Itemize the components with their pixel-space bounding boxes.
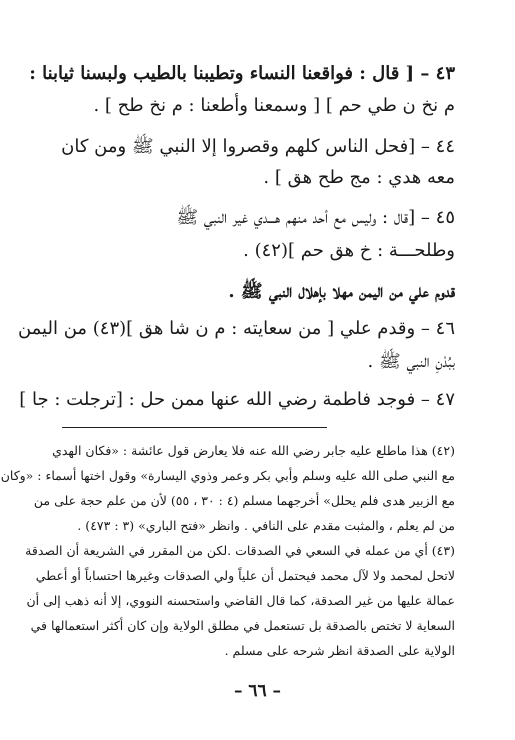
- page-number: – ٦٦ –: [233, 681, 282, 701]
- footnote-divider: [62, 427, 327, 428]
- footnote-line: مع النبي صلى الله عليه وسلم وأبي بكر وعمر وذوي اليسارة» وقول اختها أسماء : «وكان: [0, 468, 455, 483]
- text-line: معه هدي : مج طح هق ] .: [263, 167, 455, 188]
- footnote-line: مع الزبير هدى فلم يحلل» أخرجهما مسلم (٤ : ٣٠ ، ٥٥) لأن من علم حجة على من: [33, 493, 455, 508]
- footnote-line: لاتحل لمحمد ولا لآل محمد فيحتمل أن علياً ولي الصدقات وغيرها احتساباً أو أعطي: [35, 568, 455, 583]
- footnote-line: (٤٢) هذا ماطلع عليه جابر رضي الله عنه فلا يعارض قول عائشة : «فكان الهدي: [52, 443, 455, 458]
- footnote-line: عمالة عليها من غير الصدقة، كما قال القاضي واستحسنه النووي، إلا أنه ذهب إلى أن: [26, 593, 455, 608]
- text-line: وطلحـــة : خ هق حم ](٤٢) .: [243, 240, 455, 261]
- text-line: م نخ ن طي حم ] [ وسمعنا وأطعنا : م نخ طح ] .: [93, 95, 455, 116]
- text-line: ٤٥ – [قال : وليس مع أحد منهم هـــدي غير النبي ﷺ: [176, 207, 455, 228]
- footnote-line: الولاية على الصدقة انظر شرحه على مسلم .: [224, 643, 455, 658]
- text-line: ببُدْنِ النبي ﷺ .: [367, 351, 455, 372]
- footnote-line: السعاية لا تختص بالصدقة بل تستعمل في مطلق الولاية وإن كان أكثر استعمالها في: [30, 618, 455, 633]
- footnote-line: من لم يعلم ، والمثبت مقدم على النافي . وانظر «فتح الباري» (٣ : ٤٧٣) .: [77, 518, 455, 533]
- section-heading: قدوم علي من اليمن مهلا بإهلال النبي ﷺ .: [228, 281, 455, 302]
- footnote-line: (٤٣) أي من عمله في السعي في الصدقات .لكن من المقرر في الشريعة أن الصدقة: [25, 543, 455, 558]
- text-line: ٤٤ – [فحل الناس كلهم وقصروا إلا النبي ﷺ ومن كان: [61, 136, 455, 157]
- text-line: ٤٦ – وقدم علي [ من سعايته : م ن شا هق ](٤٣) من اليمن: [17, 318, 455, 339]
- text-line: ٤٧ – فوجد فاطمة رضي الله عنها ممن حل : [ترجلت : جا ]: [19, 389, 455, 410]
- text-line: ٤٣ – [ قال : فواقعنا النساء وتطيبنا بالطيب ولبسنا ثيابنا :: [29, 63, 455, 84]
